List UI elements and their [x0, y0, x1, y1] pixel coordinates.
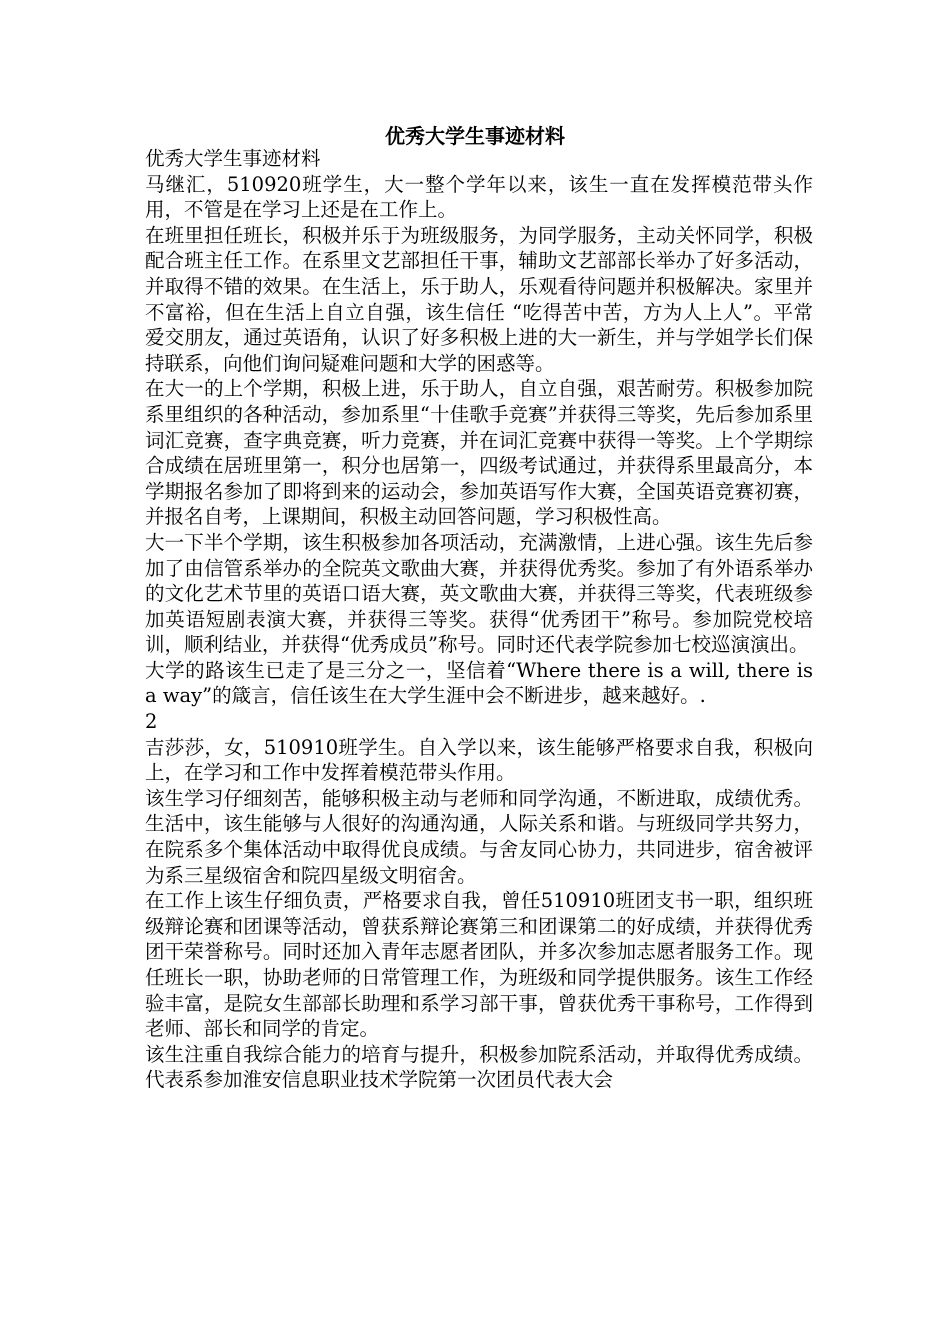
paragraph: 在大一的上个学期，积极上进，乐于助人，自立自强，艰苦耐劳。积极参加院系里组织的各种活动，参加系里“十佳歌手竞赛”并获得三等奖，先后参加系里词汇竞赛，查字典竞赛，听力竞赛，并在词汇竞赛中获得一等奖。上个学期综合成绩在居班里第一，积分也居第一，四级考试通过，并获得系里最高分，本学期报名参加了即将到来的运动会，参加英语写作大赛，全国英语竞赛初赛，并报名自考，上课期间，积极主动回答问题，学习积极性高。 [145, 377, 813, 529]
paragraph: 在工作上该生仔细负责，严格要求自我，曾任510910班团支书一职，组织班级辩论赛和团课等活动，曾获系辩论赛第三和团课第二的好成绩，并获得优秀团干荣誉称号。同时还加入青年志愿者团队，并多次参加志愿者服务工作。现任班长一职，协助老师的日常管理工作，为班级和同学提供服务。该生工作经验丰富，是院女生部部长助理和系学习部干事，曾获优秀干事称号，工作得到老师、部长和同学的肯定。 [145, 889, 813, 1041]
paragraph: 马继汇，510920班学生，大一整个学年以来，该生一直在发挥模范带头作用，不管是在学习上还是在工作上。 [145, 172, 813, 222]
paragraph: 大学的路该生已走了是三分之一，坚信着“Where there is a will, there is a way”的箴言，信任该生在大学生涯中会不断进步，越来越好。. [145, 658, 813, 708]
section-number: 2 [145, 710, 158, 734]
document-title: 优秀大学生事迹材料 [385, 124, 565, 148]
document-body [145, 146, 813, 1093]
paragraph: 吉莎莎，女，510910班学生。自入学以来，该生能够严格要求自我，积极向上，在学习和工作中发挥着模范带头作用。 [145, 735, 813, 785]
paragraph-subtitle: 优秀大学生事迹材料 [145, 147, 321, 170]
paragraph: 该生学习仔细刻苦，能够积极主动与老师和同学沟通，不断进取，成绩优秀。生活中，该生能够与人很好的沟通沟通，人际关系和谐。与班级同学共努力，在院系多个集体活动中取得优良成绩。与舍友同心协力，共同进步，宿舍被评为系三星级宿舍和院四星级文明宿舍。 [145, 786, 813, 887]
paragraph: 大一下半个学期，该生积极参加各项活动，充满激情，上进心强。该生先后参加了由信管系举办的全院英文歌曲大赛，并获得优秀奖。参加了有外语系举办的文化艺术节里的英语口语大赛，英文歌曲大赛，并获得三等奖，代表班级参加英语短剧表演大赛，并获得三等奖。获得“优秀团干”称号。参加院党校培训，顺利结业，并获得“优秀成员”称号。同时还代表学院参加七校巡演演出。 [145, 530, 813, 657]
paragraph: 该生注重自我综合能力的培育与提升，积极参加院系活动，并取得优秀成绩。代表系参加淮安信息职业技术学院第一次团员代表大会 [145, 1042, 813, 1092]
paragraph: 在班里担任班长，积极并乐于为班级服务，为同学服务，主动关怀同学，积极配合班主任工作。在系里文艺部担任干事，辅助文艺部部长举办了好多活动，并取得不错的效果。在生活上，乐于助人，乐观看待问题并积极解决。家里并不富裕，但在生活上自立自强，该生信任 “吃得苦中苦，方为人上人”。平常爱交朋友，通过英语角，认识了好多积极上进的大一新生，并与学姐学长们保持联系，向他们询问疑难问题和大学的困惑等。 [145, 223, 813, 375]
